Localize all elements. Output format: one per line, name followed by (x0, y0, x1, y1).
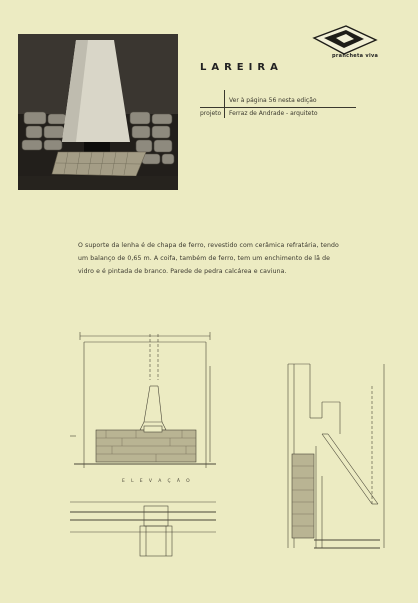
project-label: projeto (200, 110, 222, 117)
page-title: LAREIRA (200, 62, 283, 73)
meta-divider-horizontal (200, 107, 356, 108)
project-author: Ferraz de Andrade - arquiteto (229, 110, 318, 117)
logo-text: pranchetа viva (332, 53, 379, 59)
section-drawing (288, 364, 384, 548)
meta-divider-vertical (224, 90, 225, 118)
edition-note: Ver à página 56 nesta edição (229, 97, 317, 104)
plan-drawing (70, 502, 216, 556)
technical-drawings (60, 326, 390, 566)
elevation-label: E L E V A Ç Ã O (122, 479, 193, 484)
elevation-drawing (70, 332, 216, 468)
fireplace-photo (18, 34, 178, 190)
description-text: O suporte da lenha é de chapa de ferro, revestido com cerâmica refratária, tendo um balanço de 0,65 m. A coifa, também de ferro, tem um enchimento de lã de vidro e é pintada de branco. Parede de pedra calcárea e caviuna. (78, 242, 339, 275)
fireplace-photo-image (18, 34, 178, 190)
